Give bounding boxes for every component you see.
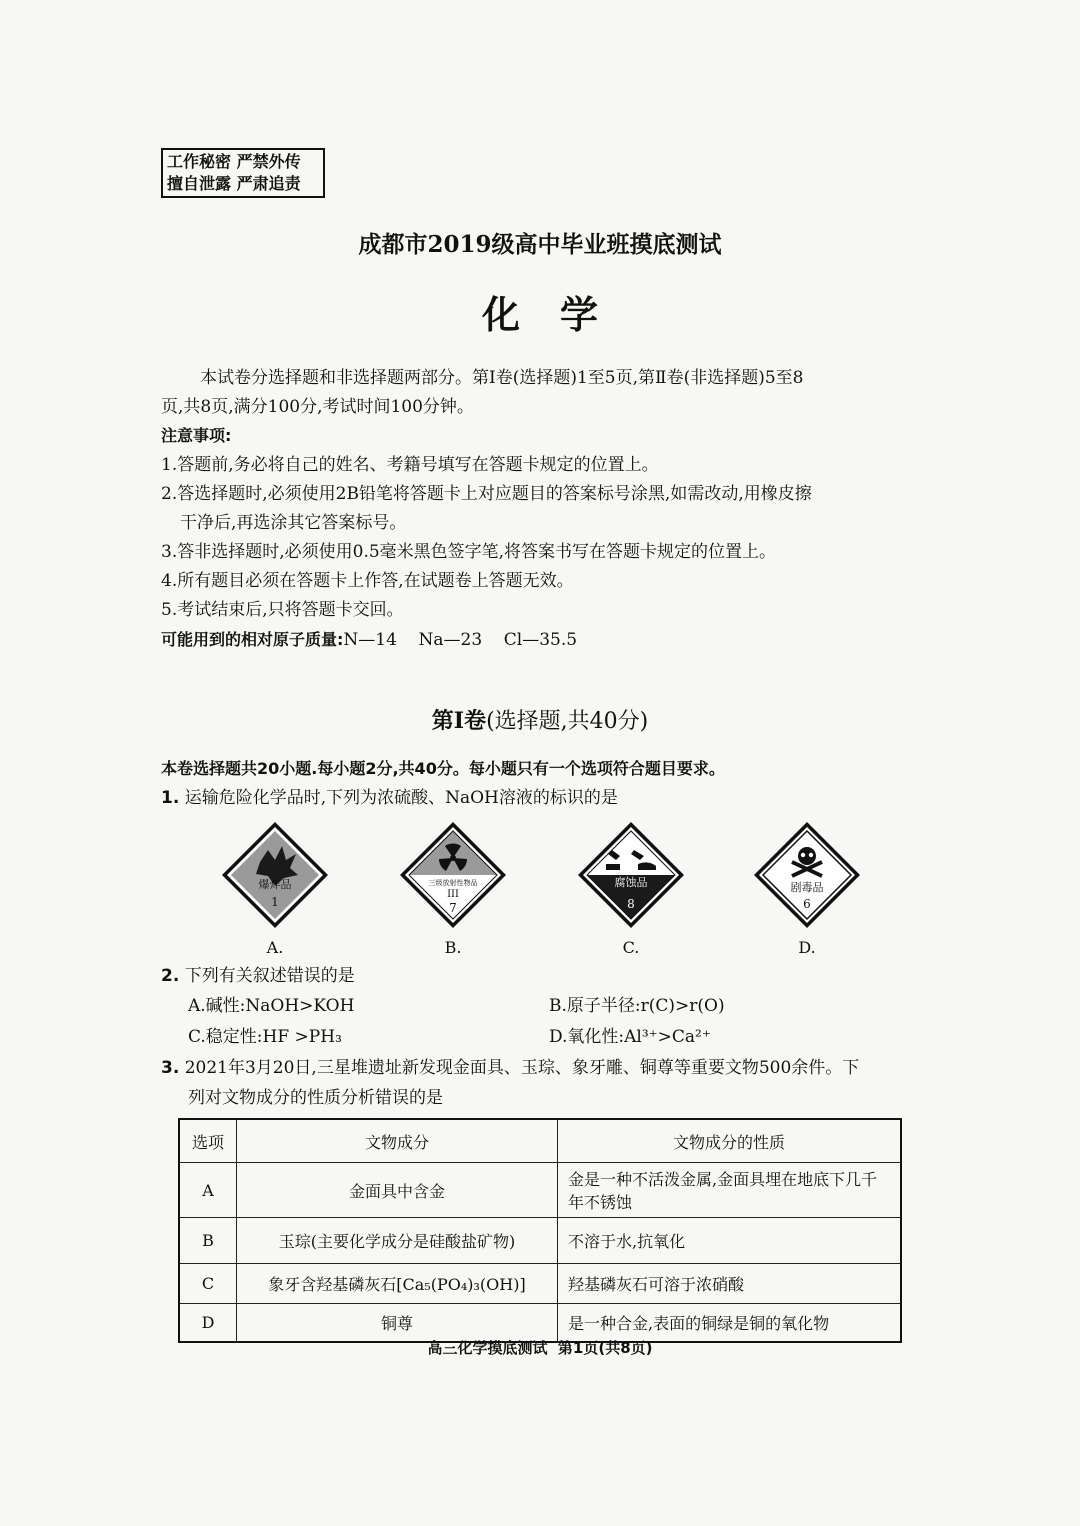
question-number: 3. [161,1058,180,1078]
table-row [179,1218,901,1264]
sign-num: 8 [627,897,635,911]
atomic-mass-values: N—14 Na—23 Cl—35.5 [343,630,578,650]
q2-option-b: B.原子半径:r(C)>r(O) [549,996,725,1016]
table-cell: 玉琮(主要化学成分是硅酸盐矿物) [237,1218,558,1264]
note-item: 干净后,再选涂其它答案标号。 [180,513,407,533]
section-heading [0,704,1080,735]
stamp-line-1: 工作秘密 严禁外传 [167,152,301,171]
table-cell: A [179,1163,237,1218]
skull-crossbones-icon [752,820,862,930]
table-row [179,1304,901,1342]
option-label: D. [798,938,816,957]
table-cell: 金面具中含金 [237,1163,558,1218]
table-row [179,1163,901,1218]
table-cell: 羟基磷灰石可溶于浓硝酸 [558,1264,902,1304]
table-cell: D [179,1304,237,1342]
question-3-line-2: 列对文物成分的性质分析错误的是 [188,1088,443,1108]
atomic-mass-label: 可能用到的相对原子质量: [161,630,344,649]
question-text: 2021年3月20日,三星堆遗址新发现金面具、玉琮、象牙雕、铜尊等重要文物500余件。下 [184,1058,860,1078]
sign-num: 7 [449,901,457,915]
sign-name: 剧毒品 [790,881,824,894]
question-number: 1. [161,788,180,808]
notes-heading: 注意事项: [161,426,232,445]
note-item: 3.答非选择题时,必须使用0.5毫米黑色签字笔,将答案书写在答题卡规定的位置上。 [161,542,777,562]
stamp-line-2: 擅自泄露 严肃追责 [167,174,301,193]
table-header-row [179,1119,901,1163]
table-cell: 象牙含羟基磷灰石[Ca₅(PO₄)₃(OH)] [237,1264,558,1304]
note-item: 2.答选择题时,必须使用2B铅笔将答题卡上对应题目的答案标号涂黑,如需改动,用橡皮擦 [161,484,812,504]
table-header: 文物成分的性质 [558,1119,902,1163]
q2-option-a: A.碱性:NaOH>KOH [188,996,355,1016]
option-label: A. [266,938,284,957]
artifact-table [178,1118,902,1343]
table-cell: C [179,1264,237,1304]
corrosive-icon [576,820,686,930]
explosive-icon [220,820,330,930]
question-number: 2. [161,966,180,986]
table-cell: B [179,1218,237,1264]
section-heading-rest: (选择题,共40分) [486,709,649,734]
confidential-stamp [161,148,325,198]
sign-num: 1 [271,895,279,909]
atomic-mass-line [161,625,577,655]
note-item: 1.答题前,务必将自己的姓名、考籍号填写在答题卡规定的位置上。 [161,455,659,475]
subject-title: 化学 [481,292,638,337]
table-cell: 不溶于水,抗氧化 [558,1218,902,1264]
table-cell: 金是一种不活泼金属,金面具埋在地底下几千年不锈蚀 [558,1163,902,1218]
table-header: 文物成分 [237,1119,558,1163]
question-2 [161,961,355,991]
sign-roman: III [447,889,459,900]
note-item: 4.所有题目必须在答题卡上作答,在试题卷上答题无效。 [161,571,574,591]
section-instruction: 本卷选择题共20小题.每小题2分,共40分。每小题只有一个选项符合题目要求。 [161,759,725,778]
table-header: 选项 [179,1119,237,1163]
table-cell: 铜尊 [237,1304,558,1342]
sign-name: 腐蚀品 [614,876,648,889]
section-heading-bold: 第Ⅰ卷 [431,708,487,734]
question-text: 运输危险化学品时,下列为浓硫酸、NaOH溶液的标识的是 [184,788,618,808]
exam-title: 成都市2019级高中毕业班摸底测试 [358,231,722,258]
sign-corrosive [576,820,686,965]
sign-name: 爆炸品 [258,878,292,891]
intro-line-2: 页,共8页,满分100分,考试时间100分钟。 [161,397,474,417]
option-label: B. [444,938,462,957]
question-text: 下列有关叙述错误的是 [184,966,355,986]
question-1 [161,783,618,813]
option-label: C. [622,938,640,957]
table-cell: 是一种合金,表面的铜绿是铜的氧化物 [558,1304,902,1342]
question-3 [161,1053,859,1083]
sign-num: 6 [803,897,811,911]
sign-name: 三级放射性物品 [428,879,478,887]
q2-option-d: D.氧化性:Al³⁺>Ca²⁺ [549,1027,711,1047]
intro-line-1: 本试卷分选择题和非选择题两部分。第Ⅰ卷(选择题)1至5页,第Ⅱ卷(非选择题)5至8 [200,368,804,388]
note-item: 5.考试结束后,只将答题卡交回。 [161,600,404,620]
table-row [179,1264,901,1304]
radioactive-icon [398,820,508,930]
sign-radioactive [398,820,508,965]
page-footer: 高三化学摸底测试 第1页(共8页) [427,1339,653,1357]
sign-toxic [752,820,862,965]
sign-explosive [220,820,330,965]
q2-option-c: C.稳定性:HF >PH₃ [188,1027,342,1047]
